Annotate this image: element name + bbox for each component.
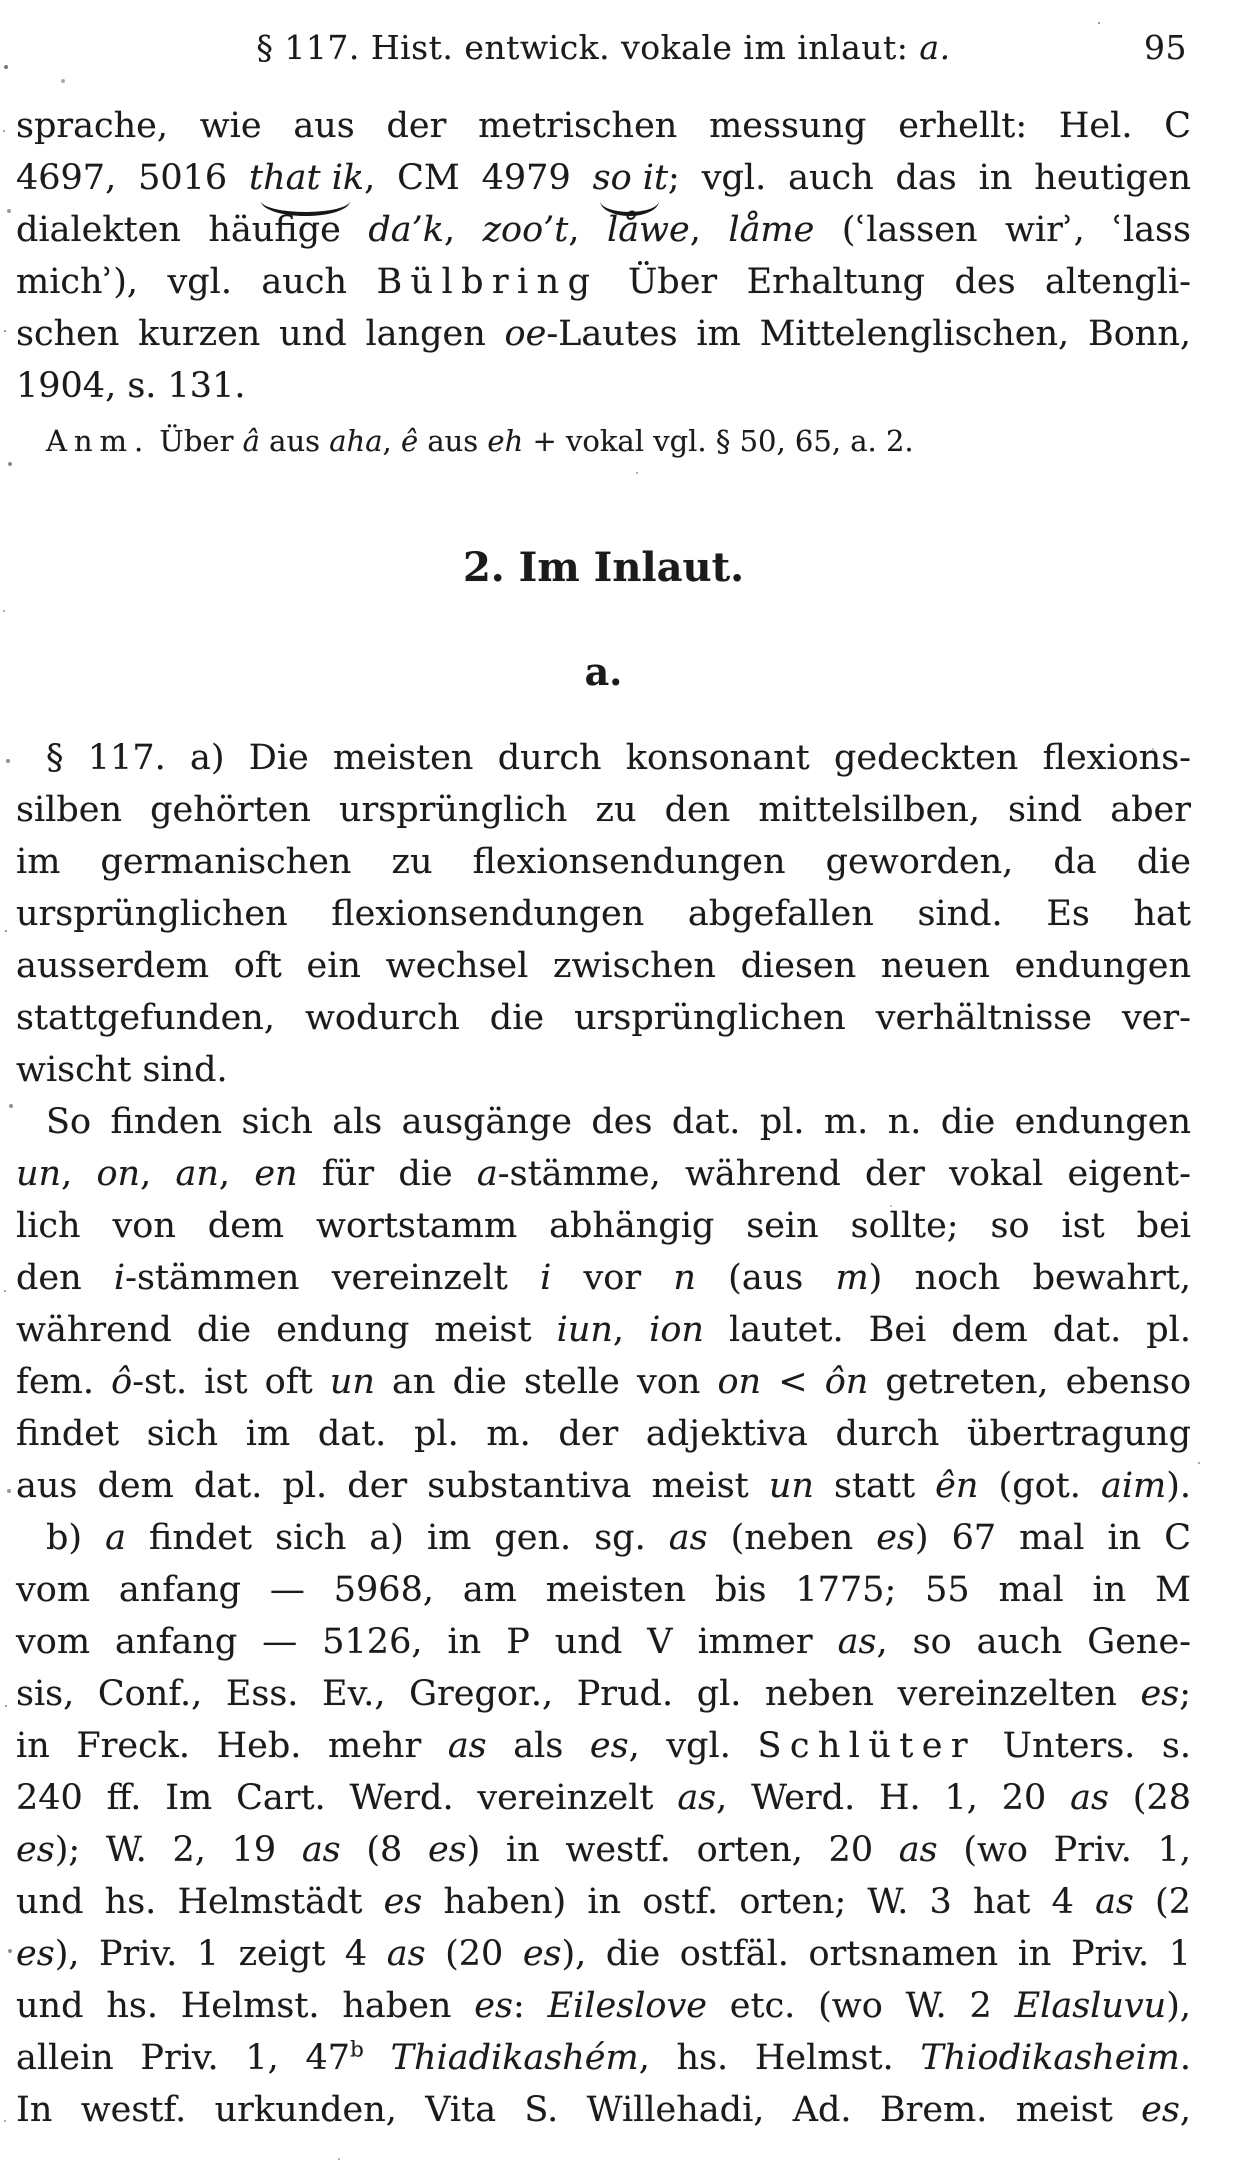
- text-run: Anm.: [46, 424, 151, 458]
- superscript: b: [350, 2037, 364, 2063]
- italic-term: Thiadikashém: [390, 2038, 639, 2078]
- italic-term: da’k: [368, 210, 444, 250]
- text-run: vom anfang — 5126, in P und V immer: [16, 1622, 838, 1662]
- text-run: ,: [218, 1154, 255, 1194]
- text-run: den: [16, 1258, 114, 1298]
- italic-term: Elasluvu: [1014, 1986, 1167, 2026]
- italic-term: as: [447, 1726, 487, 1766]
- text-run: ,: [612, 1310, 650, 1350]
- text-run: b): [46, 1518, 106, 1558]
- text-run: statt: [813, 1466, 936, 1506]
- text-run: (neben: [707, 1518, 877, 1558]
- text-run: ,: [443, 210, 483, 250]
- text-line: [16, 360, 1191, 412]
- text-run: fem.: [16, 1362, 112, 1402]
- paragraph-117a: [16, 732, 1191, 1096]
- italic-term: es: [474, 1986, 513, 2026]
- text-run: , Werd. H. 1, 20: [716, 1778, 1071, 1818]
- scan-noise-speckles: [0, 0, 2, 2]
- text-run: 240 ff. Im Cart. Werd. vereinzelt: [16, 1778, 678, 1818]
- text-run: -stämmen vereinzelt: [125, 1258, 541, 1298]
- text-run: wischt sind.: [16, 1050, 228, 1090]
- text-run: und hs. Helmst. haben: [16, 1986, 475, 2026]
- italic-term: ô: [111, 1362, 133, 1402]
- italic-term: as: [301, 1830, 341, 1870]
- text-line: [16, 152, 1191, 204]
- text-line: [16, 1044, 1191, 1096]
- text-run: ) in westf. orten, 20: [466, 1830, 899, 1870]
- text-line: [16, 1200, 1191, 1252]
- tied-phrase: that ik: [249, 152, 364, 204]
- text-run: (20: [425, 1934, 523, 1974]
- italic-term: es: [522, 1934, 562, 1974]
- text-run: haben) in ostf. orten; W. 3 hat 4: [422, 1882, 1096, 1922]
- text-run: (wo Priv. 1,: [937, 1830, 1191, 1870]
- italic-term: as: [668, 1518, 708, 1558]
- text-line: [16, 1928, 1191, 1980]
- text-run: Über: [150, 424, 243, 458]
- text-run: , hs. Helmst.: [638, 2038, 921, 2078]
- italic-term: ion: [649, 1310, 704, 1350]
- paragraph-b-gen-sg: [16, 1512, 1191, 2136]
- text-run: aus dem dat. pl. der substantiva meist: [16, 1466, 769, 1506]
- text-line: [16, 2032, 1191, 2084]
- italic-term: n: [673, 1258, 696, 1298]
- text-run: getreten, ebenso: [868, 1362, 1192, 1402]
- text-run: dialekten häufige: [16, 210, 369, 250]
- paragraph-continuation: [16, 100, 1191, 412]
- text-run: silben gehörten ursprünglich zu den mittelsilben, sind aber: [16, 790, 1191, 830]
- text-run: sprache, wie aus der metrischen messung erhellt: Hel. C: [16, 106, 1191, 146]
- text-run: allein Priv. 1, 47: [16, 2038, 351, 2078]
- italic-term: on: [717, 1362, 762, 1402]
- text-line: [16, 308, 1191, 360]
- italic-term: es: [1141, 2090, 1180, 2130]
- text-line: [16, 784, 1191, 836]
- text-line: [16, 100, 1191, 152]
- subsection-heading: [16, 646, 1191, 698]
- tied-phrase: so it: [593, 152, 668, 204]
- text-run: :: [512, 1986, 548, 2026]
- text-run: lich von dem wortstamm abhängig sein sollte; so ist bei: [16, 1206, 1191, 1246]
- text-run: In westf. urkunden, Vita S. Willehadi, Ad. Brem. meist: [16, 2090, 1142, 2130]
- text-run: als: [486, 1726, 590, 1766]
- text-run: michʾ), vgl. auch: [16, 262, 377, 302]
- italic-term: aha: [329, 424, 383, 458]
- text-run: (got.: [978, 1466, 1101, 1506]
- text-line: [16, 2084, 1191, 2136]
- italic-term: oe: [504, 314, 547, 354]
- text-run: (8: [340, 1830, 428, 1870]
- italic-term: a.: [919, 28, 951, 67]
- text-line: [16, 1252, 1191, 1304]
- text-line: [16, 888, 1191, 940]
- italic-term: as: [1095, 1882, 1134, 1922]
- italic-term: låwe: [607, 210, 690, 250]
- text-run: ,: [689, 210, 729, 250]
- italic-term: i: [113, 1258, 126, 1298]
- italic-term: as: [837, 1622, 877, 1662]
- text-run: lautet. Bei dem dat. pl.: [703, 1310, 1191, 1350]
- text-run: (28: [1108, 1778, 1191, 1818]
- text-run: aus: [259, 424, 330, 458]
- text-run: schen kurzen und langen: [16, 314, 505, 354]
- italic-term: es: [1140, 1674, 1180, 1714]
- text-run: Bülbring: [376, 262, 599, 302]
- italic-term: a: [105, 1518, 126, 1558]
- italic-term: i: [540, 1258, 552, 1298]
- text-run: stattgefunden, wodurch die ursprünglichen verhältnisse ver-: [16, 998, 1191, 1038]
- text-run: § 117. a) Die meisten durch konsonant gedeckten flexions-: [46, 738, 1191, 778]
- text-run: ,: [382, 424, 401, 458]
- text-run: 4697, 5016: [16, 158, 250, 198]
- text-line: [16, 204, 1191, 256]
- italic-term: ê: [400, 424, 419, 458]
- italic-term: es: [427, 1830, 467, 1870]
- text-run: für die: [297, 1154, 477, 1194]
- text-run: -Lautes im Mittelenglischen, Bonn,: [546, 314, 1191, 354]
- text-run: ) noch bewahrt,: [868, 1258, 1192, 1298]
- running-header-title: [256, 28, 950, 67]
- text-run: -st. ist oft: [132, 1362, 330, 1402]
- text-run: findet sich im dat. pl. m. der adjektiva durch übertragung: [16, 1414, 1191, 1454]
- text-run: ,: [1179, 2090, 1191, 2130]
- text-run: etc. (wo W. 2: [706, 1986, 1015, 2026]
- text-run: (ʿlassen wirʾ, ʿlass: [814, 210, 1191, 250]
- annotation-note: [16, 420, 1191, 462]
- text-line: [16, 1356, 1191, 1408]
- text-run: 2. Im Inlaut.: [462, 544, 745, 591]
- text-line: [16, 1772, 1191, 1824]
- text-run: (2: [1133, 1882, 1191, 1922]
- italic-term: un: [16, 1154, 62, 1194]
- italic-term: an: [175, 1154, 219, 1194]
- text-line: [16, 1668, 1191, 1720]
- text-run: Schlüter: [757, 1726, 977, 1766]
- text-run: § 117. Hist. entwick. vokale im inlaut:: [256, 28, 920, 67]
- text-run: -stämme, während der vokal eigent-: [497, 1154, 1191, 1194]
- text-run: ursprünglichen flexionsendungen abgefallen sind. Es hat: [16, 894, 1191, 934]
- text-run: 1904, s. 131.: [16, 366, 246, 406]
- italic-term: m: [835, 1258, 869, 1298]
- text-run: ; vgl. auch das in heutigen: [668, 158, 1191, 198]
- text-line: [16, 1408, 1191, 1460]
- text-run: ), Priv. 1 zeigt 4: [54, 1934, 387, 1974]
- text-run: Unters. s.: [976, 1726, 1191, 1766]
- italic-term: Thiodikasheim: [920, 2038, 1180, 2078]
- text-run: an die stelle von: [374, 1362, 718, 1402]
- text-run: Über Erhaltung des altengli-: [598, 262, 1191, 302]
- text-run: ) 67 mal in C: [914, 1518, 1191, 1558]
- text-line: [16, 992, 1191, 1044]
- text-run: ), die ostfäl. ortsnamen in Priv. 1: [561, 1934, 1191, 1974]
- text-run: aus: [418, 424, 488, 458]
- section-heading: [16, 540, 1191, 596]
- text-line: [16, 836, 1191, 888]
- text-line: [16, 1616, 1191, 1668]
- text-run: und hs. Helmstädt: [16, 1882, 384, 1922]
- italic-term: es: [16, 1830, 55, 1870]
- text-run: , so auch Gene-: [876, 1622, 1191, 1662]
- text-run: ,: [61, 1154, 97, 1194]
- text-column: [16, 100, 1191, 2136]
- italic-term: es: [383, 1882, 423, 1922]
- italic-term: låme: [728, 210, 815, 250]
- text-run: So finden sich als ausgänge des dat. pl. m. n. die endungen: [46, 1102, 1191, 1142]
- text-run: vom anfang — 5968, am meisten bis 1775; 55 mal in M: [16, 1570, 1191, 1610]
- text-run: (aus: [695, 1258, 836, 1298]
- text-line: [16, 1460, 1191, 1512]
- italic-term: aim: [1100, 1466, 1167, 1506]
- italic-term: es: [589, 1726, 629, 1766]
- text-run: ,: [568, 210, 607, 250]
- text-run: [364, 2038, 391, 2078]
- text-line: [16, 1980, 1191, 2032]
- text-line: [16, 940, 1191, 992]
- text-run: während die endung meist: [16, 1310, 557, 1350]
- italic-term: as: [386, 1934, 426, 1974]
- text-line: [16, 1304, 1191, 1356]
- text-run: sis, Conf., Ess. Ev., Gregor., Prud. gl. neben vereinzelten: [16, 1674, 1141, 1714]
- italic-term: eh: [487, 424, 524, 458]
- italic-term: iun: [556, 1310, 613, 1350]
- text-run: vor: [551, 1258, 674, 1298]
- italic-term: ên: [935, 1466, 979, 1506]
- running-header: [16, 26, 1191, 70]
- italic-term: zoo’t: [482, 210, 569, 250]
- italic-term: un: [768, 1466, 814, 1506]
- italic-term: â: [242, 424, 260, 458]
- page-number: 95: [1144, 28, 1187, 67]
- text-run: ); W. 2, 19: [54, 1830, 302, 1870]
- text-line: [16, 1564, 1191, 1616]
- italic-term: en: [254, 1154, 298, 1194]
- text-line: [16, 1824, 1191, 1876]
- text-line: [16, 1148, 1191, 1200]
- italic-term: as: [898, 1830, 938, 1870]
- text-run: .: [1179, 2038, 1191, 2078]
- text-run: a.: [584, 649, 623, 694]
- text-run: ;: [1179, 1674, 1191, 1714]
- paragraph-endings: [16, 1096, 1191, 1512]
- text-line: [16, 420, 1191, 462]
- text-run: findet sich a) im gen. sg.: [125, 1518, 669, 1558]
- text-run: , CM 4979: [364, 158, 593, 198]
- text-line: [16, 732, 1191, 784]
- text-line: [16, 1876, 1191, 1928]
- italic-term: ôn: [824, 1362, 869, 1402]
- text-run: ,: [140, 1154, 176, 1194]
- italic-term: a: [476, 1154, 498, 1194]
- italic-term: as: [1070, 1778, 1109, 1818]
- text-line: [16, 1512, 1191, 1564]
- text-run: ).: [1166, 1466, 1192, 1506]
- text-line: [16, 1096, 1191, 1148]
- text-line: [16, 1720, 1191, 1772]
- text-line: [16, 256, 1191, 308]
- italic-term: Eileslove: [547, 1986, 707, 2026]
- italic-term: un: [329, 1362, 375, 1402]
- text-run: , vgl.: [628, 1726, 758, 1766]
- text-run: + vokal vgl. § 50, 65, a. 2.: [523, 424, 914, 458]
- text-run: ausserdem oft ein wechsel zwischen diesen neuen endungen: [16, 946, 1191, 986]
- italic-term: on: [96, 1154, 141, 1194]
- text-run: <: [761, 1362, 825, 1402]
- text-run: in Freck. Heb. mehr: [16, 1726, 448, 1766]
- italic-term: es: [16, 1934, 55, 1974]
- text-run: ),: [1166, 1986, 1191, 2026]
- italic-term: as: [677, 1778, 717, 1818]
- text-run: im germanischen zu flexionsendungen geworden, da die: [16, 842, 1191, 882]
- italic-term: es: [876, 1518, 915, 1558]
